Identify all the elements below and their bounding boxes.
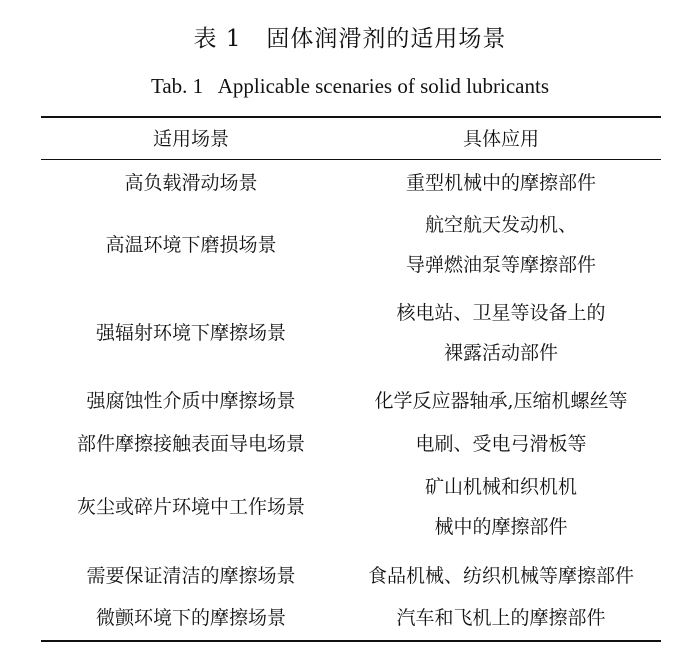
application-line: 核电站、卫星等设备上的: [396, 302, 606, 324]
table-header-row: [41, 118, 661, 159]
application-line: 矿山机械和织机机: [424, 476, 577, 498]
table-bottom-rule: [41, 640, 661, 642]
scenario-cell: 强腐蚀性介质中摩擦场景: [86, 390, 296, 412]
scenario-cell: 灰尘或碎片环境中工作场景: [76, 496, 305, 518]
application-cell: [341, 466, 661, 548]
application-cell: [341, 380, 661, 422]
application-cell: [341, 164, 661, 202]
table-row: [41, 164, 661, 202]
table-row: [41, 556, 661, 596]
application-line: 食品机械、纺织机械等摩擦部件: [367, 565, 634, 587]
scenario-table: [41, 118, 661, 640]
scenario-cell: 强辐射环境下摩擦场景: [95, 322, 286, 344]
table-row: [41, 380, 661, 422]
table-title-english: Tab. 1 Applicable scenaries of solid lubricants: [150, 74, 549, 98]
application-line: 化学反应器轴承,压缩机螺丝等: [374, 390, 628, 412]
header-application: 具体应用: [462, 127, 539, 150]
application-cell: [341, 424, 661, 464]
application-line: 重型机械中的摩擦部件: [405, 172, 596, 194]
table-row: [41, 466, 661, 548]
application-line: 导弹燃油泵等摩擦部件: [405, 254, 596, 276]
application-line: 裸露活动部件: [443, 342, 558, 364]
application-line: 汽车和飞机上的摩擦部件: [396, 607, 606, 629]
application-line: 航空航天发动机、: [424, 214, 577, 236]
scenario-cell: 高温环境下磨损场景: [105, 234, 277, 256]
scenario-cell: 微颤环境下的摩擦场景: [95, 607, 286, 629]
table-row: [41, 204, 661, 286]
application-cell: [341, 204, 661, 286]
table-row: [41, 424, 661, 464]
application-cell: [341, 598, 661, 638]
header-scenario: 适用场景: [152, 127, 229, 150]
scenario-cell: 高负载滑动场景: [124, 172, 258, 194]
table-row: [41, 598, 661, 638]
application-cell: [341, 288, 661, 378]
application-line: 电刷、受电弓滑板等: [415, 433, 587, 455]
scenario-cell: 部件摩擦接触表面导电场景: [76, 433, 305, 455]
table-title-chinese: 表 1 固体润滑剂的适用场景: [193, 26, 507, 52]
scenario-cell: 需要保证清洁的摩擦场景: [86, 565, 296, 587]
application-cell: [341, 556, 661, 596]
table-row: [41, 288, 661, 378]
application-line: 械中的摩擦部件: [434, 516, 568, 538]
